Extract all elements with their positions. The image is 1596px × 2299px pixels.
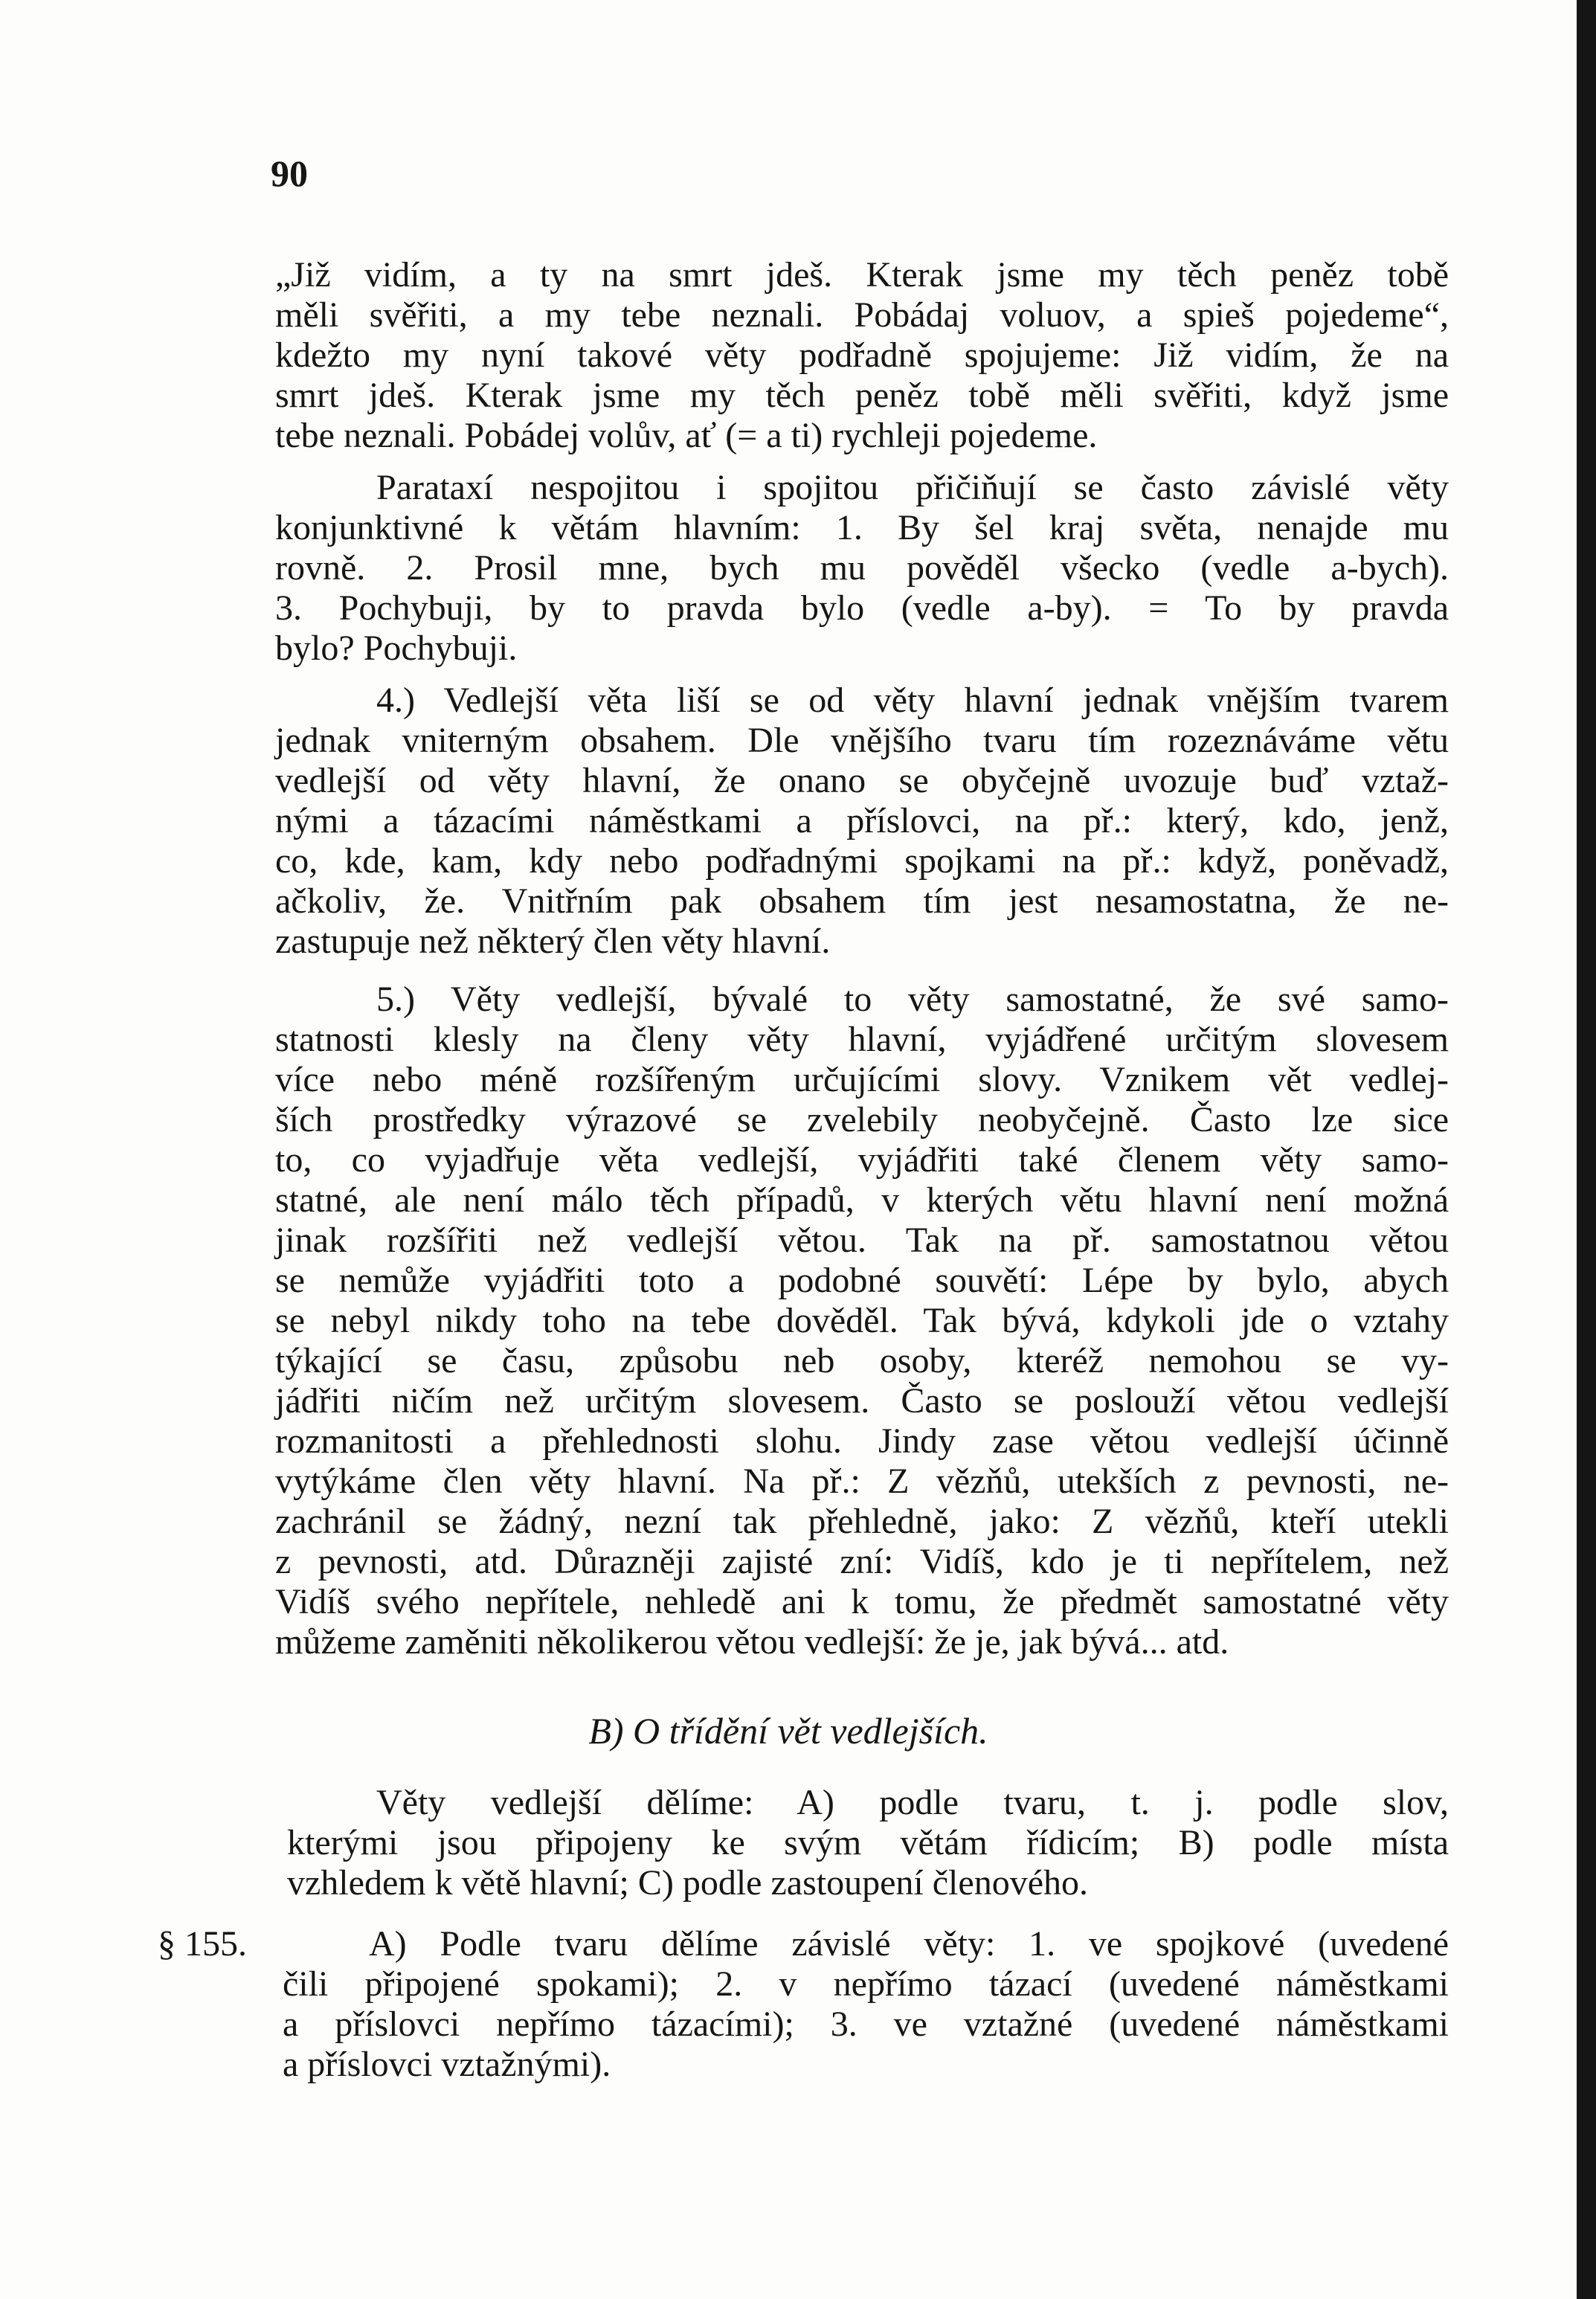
text-line: statné, ale není málo těch případů, v kterých větu hlavní není možná (275, 1180, 1449, 1220)
text-line: z pevnosti, atd. Důrazněji zajisté zní: Vidíš, kdo je ti nepřítelem, než (275, 1542, 1449, 1581)
text-line: zastupuje než některý člen věty hlavní. (275, 922, 831, 961)
text-line: vzhledem k větě hlavní; C) podle zastoupení členového. (287, 1863, 1088, 1903)
text-line: 4.) Vedlejší věta liší se od věty hlavní jednak vnějším tvarem (376, 681, 1449, 720)
text-line: statnosti klesly na členy věty hlavní, vyjádřené určitým slovesem (275, 1020, 1449, 1059)
text-line: se nebyl nikdy toho na tebe dověděl. Tak bývá, kdykoli jde o vztahy (275, 1301, 1449, 1340)
text-line: a příslovci vztažnými). (283, 2045, 611, 2084)
section-number: § 155. (158, 1924, 247, 1964)
text-line: vedlejší od věty hlavní, že onano se obyčejně uvozuje buď vztaž- (275, 761, 1449, 800)
section-heading: B) O třídění vět vedlejších. (588, 1710, 988, 1752)
text-line: kterými jsou připojeny ke svým větám řídicím; B) podle místa (287, 1823, 1449, 1862)
scan-edge-shadow (1577, 0, 1596, 2299)
text-line: a příslovci nepřímo tázacími); 3. ve vztažné (uvedené náměstkami (283, 2004, 1449, 2044)
text-line: A) Podle tvaru dělíme závislé věty: 1. ve spojkové (uvedené (369, 1924, 1449, 1964)
text-line: Parataxí nespojitou i spojitou přičiňují se často závislé věty (376, 468, 1449, 507)
text-line: zachránil se žádný, nezní tak přehledně, jako: Z vězňů, kteří utekli (275, 1502, 1449, 1541)
text-line: ších prostředky výrazové se zvelebily neobyčejně. Často lze sice (275, 1100, 1449, 1139)
text-line: smrt jdeš. Kterak jsme my těch peněz tobě měli svěřiti, když jsme (275, 376, 1449, 415)
text-line: týkající se času, způsobu neb osoby, kteréž nemohou se vy- (275, 1341, 1449, 1380)
text-line: tebe neznali. Pobádej volův, ať (= a ti) rychleji pojedeme. (275, 416, 1098, 455)
page-number: 90 (271, 152, 308, 194)
text-line: nými a tázacími náměstkami a příslovci, na př.: který, kdo, jenž, (275, 801, 1449, 840)
text-line: jádřiti ničím než určitým slovesem. Často se poslouží větou vedlejší (275, 1381, 1449, 1421)
text-line: vytýkáme člen věty hlavní. Na př.: Z vězňů, utekších z pevnosti, ne- (275, 1462, 1449, 1501)
text-line: to, co vyjadřuje věta vedlejší, vyjádřiti také členem věty samo- (275, 1140, 1449, 1180)
text-line: 5.) Věty vedlejší, bývalé to věty samostatné, že své samo- (376, 980, 1449, 1019)
text-line: 3. Pochybuji, by to pravda bylo (vedle a-by). = To by pravda (275, 588, 1449, 628)
text-line: Vidíš svého nepřítele, nehledě ani k tomu, že předmět samostatné věty (275, 1582, 1449, 1621)
text-line: rovně. 2. Prosil mne, bych mu pověděl všecko (vedle a-bych). (275, 548, 1449, 588)
text-line: ačkoliv, že. Vnitřním pak obsahem tím jest nesamostatna, že ne- (275, 881, 1449, 921)
text-line: můžeme zaměniti několikerou větou vedlejší: že je, jak bývá... atd. (275, 1622, 1229, 1662)
text-line: jinak rozšířiti než vedlejší větou. Tak na př. samostatnou větou (275, 1221, 1449, 1260)
text-line: konjunktivné k větám hlavním: 1. By šel kraj světa, nenajde mu (275, 508, 1449, 547)
text-line: měli svěřiti, a my tebe neznali. Pobádaj voluov, a spieš pojedeme“, (275, 295, 1449, 335)
text-line: bylo? Pochybuji. (275, 628, 518, 668)
text-line: co, kde, kam, kdy nebo podřadnými spojkami na př.: když, poněvadž, (275, 841, 1449, 881)
text-line: jednak vniterným obsahem. Dle vnějšího tvaru tím rozeznáváme větu (275, 721, 1449, 760)
text-line: „Již vidím, a ty na smrt jdeš. Kterak jsme my těch peněz tobě (275, 255, 1449, 295)
text-line: Věty vedlejší dělíme: A) podle tvaru, t. j. podle slov, (376, 1783, 1449, 1822)
text-line: se nemůže vyjádřiti toto a podobné souvětí: Lépe by bylo, abych (275, 1261, 1449, 1300)
text-line: více nebo méně rozšířeným určujícími slovy. Vznikem vět vedlej- (275, 1060, 1449, 1099)
text-line: kdežto my nyní takové věty podřadně spojujeme: Již vidím, že na (275, 335, 1449, 375)
text-line: čili připojené spokami); 2. v nepřímo tázací (uvedené náměstkami (283, 1964, 1449, 2004)
text-line: rozmanitosti a přehlednosti slohu. Jindy zase větou vedlejší účinně (275, 1421, 1449, 1461)
